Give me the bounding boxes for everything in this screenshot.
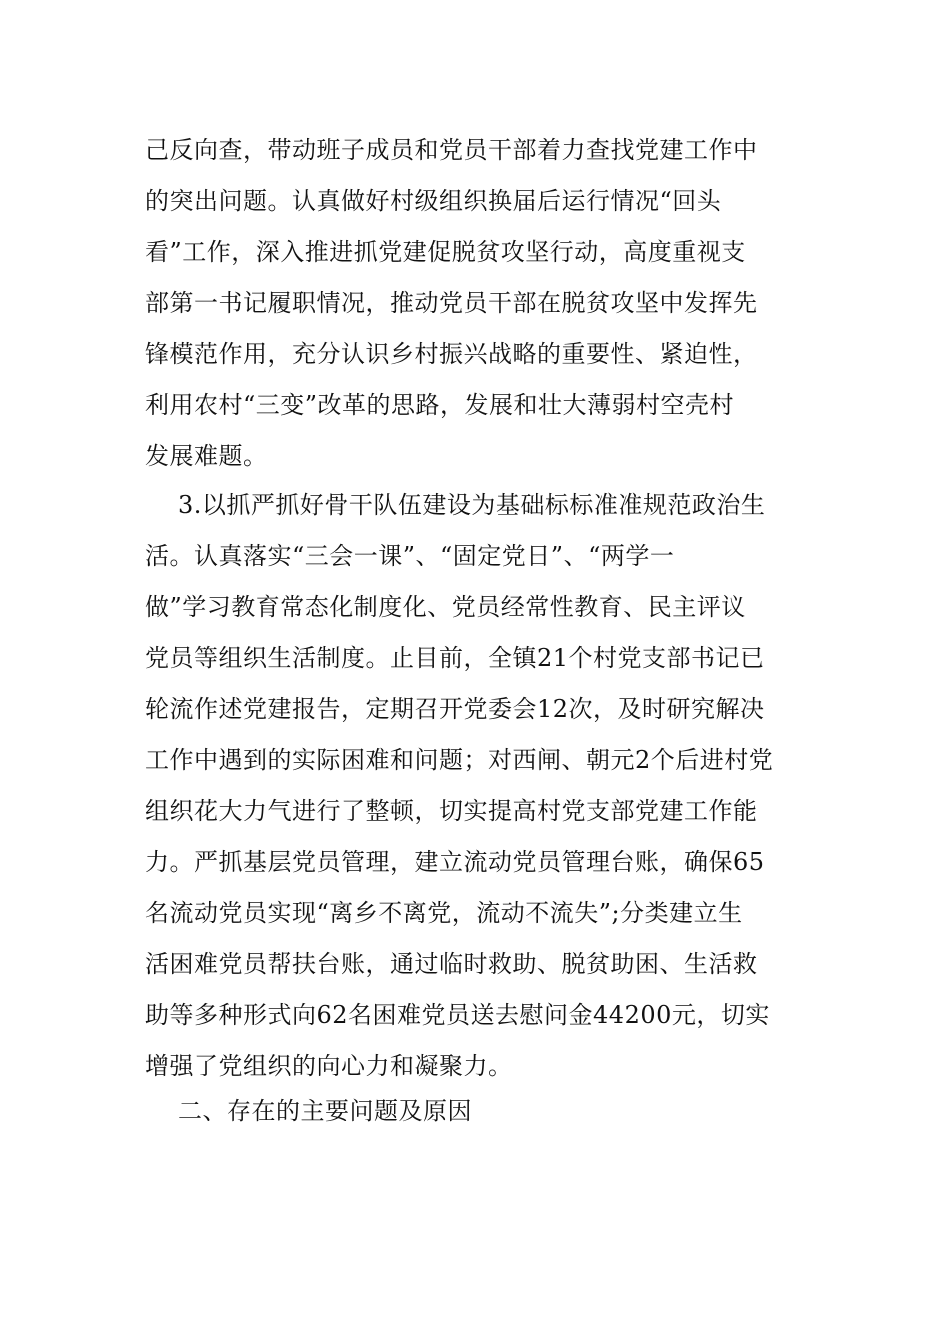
- text-line: 利用农村“三变”改革的思路，发展和壮大薄弱村空壳村: [145, 391, 735, 419]
- text-line: 工作中遇到的实际困难和问题；对西闸、朝元2个后进村党: [145, 746, 774, 774]
- text-line: 锋模范作用，充分认识乡村振兴战略的重要性、紧迫性，: [145, 340, 758, 368]
- text-line: 活困难党员帮扶台账，通过临时救助、脱贫助困、生活救: [145, 950, 758, 978]
- text-line: 助等多种形式向62名困难党员送去慰问金44200元，切实: [145, 1001, 770, 1029]
- text-line: 力。严抓基层党员管理，建立流动党员管理台账，确保65: [145, 848, 765, 876]
- text-line: 3.以抓严抓好骨干队伍建设为基础标标准准规范政治生: [178, 491, 766, 519]
- text-line: 看”工作，深入推进抓党建促脱贫攻坚行动，高度重视支: [145, 238, 746, 266]
- text-line: 做”学习教育常态化制度化、党员经常性教育、民主评议: [145, 593, 746, 621]
- heading-main-problems: 二、存在的主要问题及原因: [178, 1097, 472, 1125]
- text-line: 增强了党组织的向心力和凝聚力。: [145, 1052, 513, 1080]
- text-line: 活。认真落实“三会一课”、“固定党日”、“两学一: [145, 542, 675, 570]
- text-line: 部第一书记履职情况，推动党员干部在脱贫攻坚中发挥先: [145, 289, 758, 317]
- text-line: 组织花大力气进行了整顿，切实提高村党支部党建工作能: [145, 797, 758, 825]
- text-line: 己反向查，带动班子成员和党员干部着力查找党建工作中: [145, 136, 758, 164]
- text-line: 轮流作述党建报告，定期召开党委会12次，及时研究解决: [145, 695, 765, 723]
- text-line: 的突出问题。认真做好村级组织换届后运行情况“回头: [145, 187, 722, 215]
- text-line: 名流动党员实现“离乡不离党，流动不流失”;分类建立生: [145, 899, 743, 927]
- text-line: 党员等组织生活制度。止目前，全镇21个村党支部书记已: [145, 644, 765, 672]
- text-line: 发展难题。: [145, 442, 268, 470]
